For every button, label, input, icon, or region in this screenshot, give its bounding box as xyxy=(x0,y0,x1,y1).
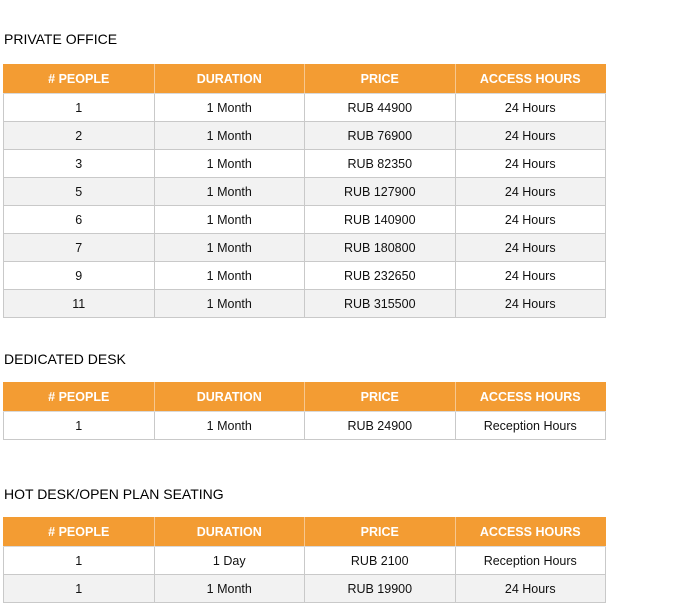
cell-duration: 1 Month xyxy=(154,122,305,150)
cell-price: RUB 232650 xyxy=(305,262,456,290)
cell-duration: 1 Day xyxy=(154,547,305,575)
cell-duration: 1 Month xyxy=(154,262,305,290)
cell-duration: 1 Month xyxy=(154,412,305,440)
cell-price: RUB 82350 xyxy=(305,150,456,178)
cell-price: RUB 127900 xyxy=(305,178,456,206)
cell-people: 5 xyxy=(4,178,155,206)
table-row xyxy=(4,412,606,440)
table-row xyxy=(4,206,606,234)
header-people: # PEOPLE xyxy=(4,65,155,94)
cell-price: RUB 76900 xyxy=(305,122,456,150)
cell-duration: 1 Month xyxy=(154,575,305,603)
table-row xyxy=(4,178,606,206)
cell-access-hours: Reception Hours xyxy=(455,547,606,575)
cell-duration: 1 Month xyxy=(154,150,305,178)
cell-duration: 1 Month xyxy=(154,94,305,122)
cell-duration: 1 Month xyxy=(154,290,305,318)
cell-access-hours: 24 Hours xyxy=(455,206,606,234)
cell-duration: 1 Month xyxy=(154,234,305,262)
cell-price: RUB 315500 xyxy=(305,290,456,318)
table-header-row xyxy=(4,383,606,412)
cell-access-hours: Reception Hours xyxy=(455,412,606,440)
header-access-hours: ACCESS HOURS xyxy=(455,383,606,412)
section-title-private-office: PRIVATE OFFICE xyxy=(4,31,118,47)
pricing-table-hot-desk xyxy=(3,517,606,603)
cell-access-hours: 24 Hours xyxy=(455,575,606,603)
cell-access-hours: 24 Hours xyxy=(455,150,606,178)
cell-people: 6 xyxy=(4,206,155,234)
table-row xyxy=(4,547,606,575)
cell-access-hours: 24 Hours xyxy=(455,122,606,150)
cell-access-hours: 24 Hours xyxy=(455,290,606,318)
cell-duration: 1 Month xyxy=(154,178,305,206)
cell-people: 3 xyxy=(4,150,155,178)
header-duration: DURATION xyxy=(154,65,305,94)
cell-access-hours: 24 Hours xyxy=(455,94,606,122)
table-row xyxy=(4,150,606,178)
header-duration: DURATION xyxy=(154,518,305,547)
table-row xyxy=(4,94,606,122)
cell-access-hours: 24 Hours xyxy=(455,234,606,262)
section-title-hot-desk: HOT DESK/OPEN PLAN SEATING xyxy=(4,486,224,502)
table-row xyxy=(4,122,606,150)
pricing-table-dedicated-desk xyxy=(3,382,606,440)
table-row xyxy=(4,575,606,603)
header-access-hours: ACCESS HOURS xyxy=(455,518,606,547)
table-row xyxy=(4,262,606,290)
cell-price: RUB 44900 xyxy=(305,94,456,122)
cell-people: 7 xyxy=(4,234,155,262)
header-access-hours: ACCESS HOURS xyxy=(455,65,606,94)
cell-people: 1 xyxy=(4,94,155,122)
section-title-dedicated-desk: DEDICATED DESK xyxy=(4,351,126,367)
table-header-row xyxy=(4,65,606,94)
table-body xyxy=(4,412,606,440)
pricing-table-private-office xyxy=(3,64,606,318)
header-people: # PEOPLE xyxy=(4,383,155,412)
header-duration: DURATION xyxy=(154,383,305,412)
cell-price: RUB 19900 xyxy=(305,575,456,603)
table-row xyxy=(4,234,606,262)
cell-duration: 1 Month xyxy=(154,206,305,234)
cell-people: 2 xyxy=(4,122,155,150)
cell-people: 9 xyxy=(4,262,155,290)
table-row xyxy=(4,290,606,318)
cell-access-hours: 24 Hours xyxy=(455,262,606,290)
cell-price: RUB 140900 xyxy=(305,206,456,234)
cell-price: RUB 180800 xyxy=(305,234,456,262)
cell-access-hours: 24 Hours xyxy=(455,178,606,206)
cell-people: 11 xyxy=(4,290,155,318)
header-price: PRICE xyxy=(305,65,456,94)
header-people: # PEOPLE xyxy=(4,518,155,547)
cell-people: 1 xyxy=(4,575,155,603)
cell-people: 1 xyxy=(4,412,155,440)
table-header-row xyxy=(4,518,606,547)
header-price: PRICE xyxy=(305,518,456,547)
cell-people: 1 xyxy=(4,547,155,575)
table-body xyxy=(4,547,606,603)
table-body xyxy=(4,94,606,318)
cell-price: RUB 24900 xyxy=(305,412,456,440)
header-price: PRICE xyxy=(305,383,456,412)
cell-price: RUB 2100 xyxy=(305,547,456,575)
